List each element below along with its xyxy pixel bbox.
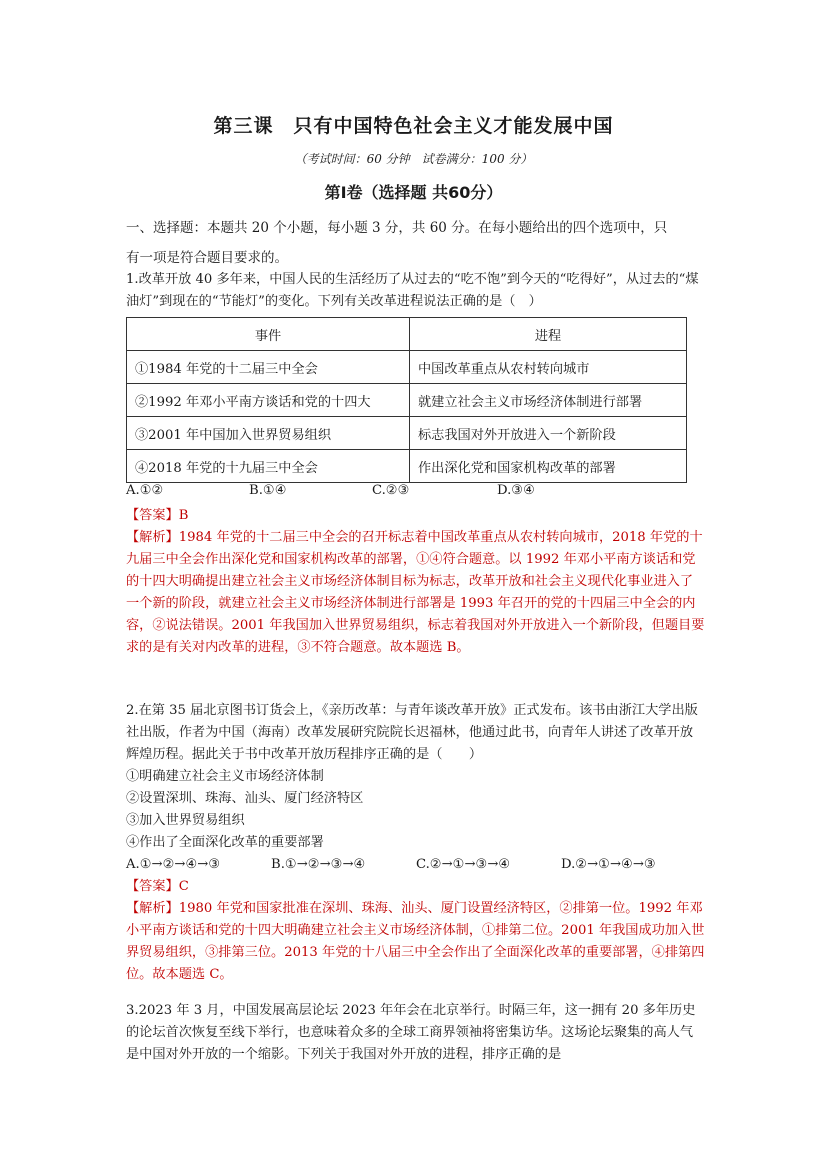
question-1-options bbox=[126, 483, 535, 498]
table-cell: ②1992 年邓小平南方谈话和党的十四大 bbox=[127, 384, 410, 417]
option-d: D.②→①→④→③ bbox=[561, 857, 656, 872]
section-instruction bbox=[126, 213, 706, 273]
exam-info: （考试时间：60 分钟 试卷满分：100 分） bbox=[294, 152, 533, 166]
table-cell: ③2001 年中国加入世界贸易组织 bbox=[127, 417, 410, 450]
table-row bbox=[127, 351, 687, 384]
table-cell: 标志我国对外开放进入一个新阶段 bbox=[410, 417, 687, 450]
analysis: 【解析】1980 年党和国家批准在深圳、珠海、汕头、厦门设置经济特区，②排第一位。1992 年邓小平南方谈话和党的十四大明确建立社会主义市场经济体制，①排第二位。2001 年我国成功加入世界贸易组织，③排第三位。2013 年党的十八届三中全会作出了全面深化改革的重要部署，④排第四位。故本题选 C。 bbox=[126, 901, 705, 982]
table-cell: 作出深化党和国家机构改革的部署 bbox=[410, 450, 687, 483]
instruction-line-2: 有一项是符合题目要求的。 bbox=[126, 250, 288, 266]
table-cell: 就建立社会主义市场经济体制进行部署 bbox=[410, 384, 687, 417]
table-row bbox=[127, 417, 687, 450]
analysis: 【解析】1984 年党的十二届三中全会的召开标志着中国改革重点从农村转向城市，2018 年党的十九届三中全会作出深化党和国家机构改革的部署，①④符合题意。以 1992 年邓小平南方谈话和党的十四大明确提出建立社会主义市场经济体制目标为标志，改革开放和社会主义现代化事业进入了一个新的阶段，就建立社会主义市场经济体制进行部署是 1993 年召开的党的十四届三中全会的内容，②说法错误。2001 年我国加入世界贸易组织，标志着我国对外开放进入一个新阶段，但题目要求的是有关对内改革的进程，③不符合题意。故本题选 B。 bbox=[126, 530, 705, 655]
page-title: 第三课 只有中国特色社会主义才能发展中国 bbox=[213, 115, 614, 137]
answer: 【答案】B bbox=[126, 508, 189, 523]
question-2-options bbox=[126, 854, 706, 876]
table-cell: ④2018 年党的十九届三中全会 bbox=[127, 450, 410, 483]
list-item: ②设置深圳、珠海、汕头、厦门经济特区 bbox=[126, 791, 364, 806]
question-3-stem: 3.2023 年 3 月，中国发展高层论坛 2023 年年会在北京举行。时隔三年，这一拥有 20 多年历史的论坛首次恢复至线下举行，也意味着众多的全球工商界领袖将密集访华。这场论坛聚集的高人气是中国对外开放的一个缩影。下列关于我国对外开放的进程，排序正确的是 bbox=[126, 1003, 696, 1062]
option-a: A.①→②→④→③ bbox=[126, 857, 221, 872]
table-row bbox=[127, 450, 687, 483]
answer: 【答案】C bbox=[126, 879, 189, 894]
table-header-cell: 进程 bbox=[410, 318, 687, 351]
question-1-stem: 1.改革开放 40 多年来，中国人民的生活经历了从过去的“吃不饱”到今天的“吃得好”，从过去的“煤油灯”到现在的“节能灯”的变化。下列有关改革进程说法正确的是（ ） bbox=[126, 272, 699, 309]
option-b: B.①④ bbox=[249, 483, 287, 498]
list-item: ④作出了全面深化改革的重要部署 bbox=[126, 835, 324, 850]
instruction-line-1: 一、选择题：本题共 20 个小题，每小题 3 分，共 60 分。在每小题给出的四个选项中，只 bbox=[126, 220, 668, 236]
table-cell: 中国改革重点从农村转向城市 bbox=[410, 351, 687, 384]
option-c: C.②→①→③→④ bbox=[416, 857, 511, 872]
table-header-row bbox=[127, 318, 687, 351]
table-row bbox=[127, 384, 687, 417]
list-item: ①明确建立社会主义市场经济体制 bbox=[126, 769, 324, 784]
list-item: ③加入世界贸易组织 bbox=[126, 813, 245, 828]
table-cell: ①1984 年党的十二届三中全会 bbox=[127, 351, 410, 384]
option-c: C.②③ bbox=[372, 483, 410, 498]
question-1-answer-block bbox=[126, 505, 706, 659]
table-header-cell: 事件 bbox=[127, 318, 410, 351]
option-d: D.③④ bbox=[497, 483, 535, 498]
question-2-stem: 2.在第 35 届北京图书订货会上，《亲历改革：与青年谈改革开放》正式发布。该书由浙江大学出版社出版，作者为中国（海南）改革发展研究院院长迟福林，他通过此书，向青年人讲述了改革开放辉煌历程。据此关于书中改革开放历程排序正确的是（ ） bbox=[126, 703, 698, 762]
question-1-table bbox=[126, 317, 687, 483]
option-b: B.①→②→③→④ bbox=[271, 857, 366, 872]
option-a: A.①② bbox=[126, 483, 164, 498]
question-2 bbox=[126, 700, 706, 986]
part-title: 第Ⅰ卷（选择题 共60分） bbox=[324, 183, 503, 202]
